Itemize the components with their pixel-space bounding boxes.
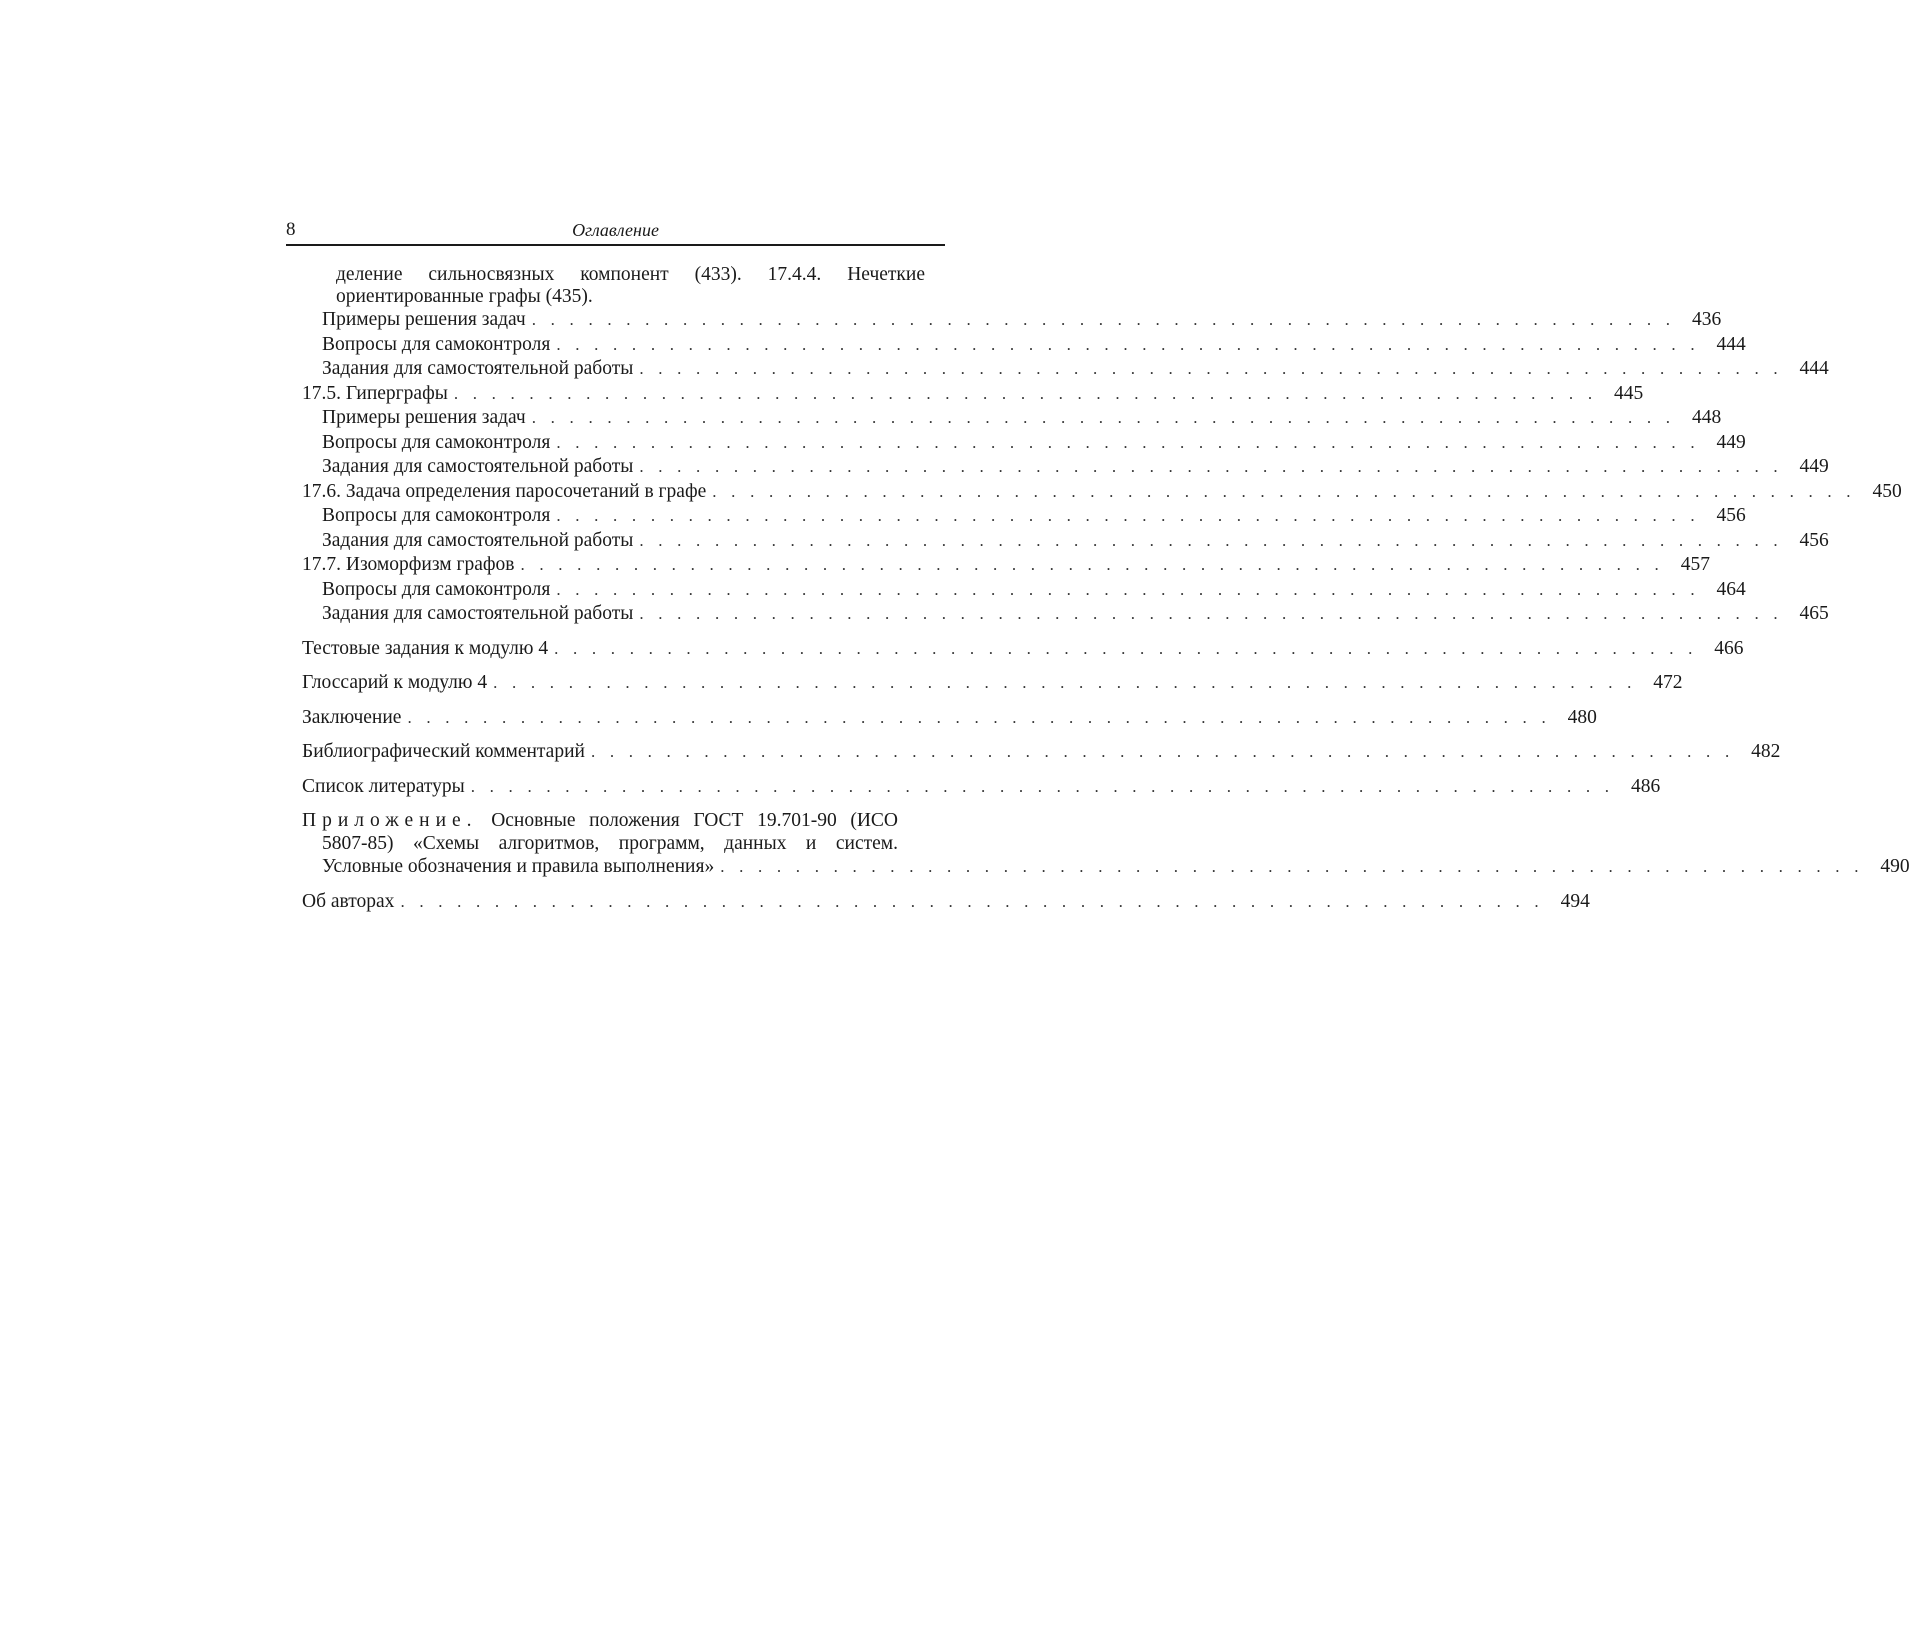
dot-leader: . . . . . . . . . . . . . . . . . . . . . . . . . . . . . . . . . . . . . . . . . . . . . . . . . . . . . . . . . . . . . <box>407 707 1551 727</box>
dot-leader: . . . . . . . . . . . . . . . . . . . . . . . . . . . . . . . . . . . . . . . . . . . . . . . . . . . . . . . . . . . . . <box>590 742 1735 761</box>
dot-leader: . . . . . . . . . . . . . . . . . . . . . . . . . . . . . . . . . . . . . . . . . . . . . . . . . . . . . . . . . . . . . <box>520 555 1664 574</box>
dot-leader: . . . . . . . . . . . . . . . . . . . . . . . . . . . . . . . . . . . . . . . . . . . . . . . . . . . . . . . . . . . . . <box>554 638 1698 658</box>
toc-page: 480 <box>1567 706 1597 728</box>
toc-entry[interactable]: Тестовые задания к модулю 4 . . . . . . . . . . . . . . . . . . . . . . . . . . . . . . . . . . . . . . . . . . . . . . . . . . . . . . . . . . . . . 466 <box>302 637 945 662</box>
toc-continuation-line-1: деление сильносвязных компонент (433). 17.4.4. Нечеткие <box>336 264 925 285</box>
toc-entry-bibliography[interactable]: Список литературы . . . . . . . . . . . . . . . . . . . . . . . . . . . . . . . . . . . . . . . . . . . . . . . . . . . . . . . . . . . . . 486 <box>302 775 945 800</box>
toc-entry-appendix[interactable] <box>302 809 1910 880</box>
dot-leader: . . . . . . . . . . . . . . . . . . . . . . . . . . . . . . . . . . . . . . . . . . . . . . . . . . . . . . . . . . . . . <box>556 432 1700 452</box>
toc-entry[interactable]: Задания для самостоятельной работы . . . . . . . . . . . . . . . . . . . . . . . . . . . . . . . . . . . . . . . . . . . . . . . . . . . . . . . . . . . . . 465 <box>302 602 945 627</box>
dot-leader: . . . . . . . . . . . . . . . . . . . . . . . . . . . . . . . . . . . . . . . . . . . . . . . . . . . . . . . . . . . . . <box>493 673 1637 692</box>
dot-leader: . . . . . . . . . . . . . . . . . . . . . . . . . . . . . . . . . . . . . . . . . . . . . . . . . . . . . . . . . . . . . <box>556 506 1700 525</box>
toc-entry[interactable]: Примеры решения задач . . . . . . . . . . . . . . . . . . . . . . . . . . . . . . . . . . . . . . . . . . . . . . . . . . . . . . . . . . . . . 448 <box>302 406 945 431</box>
dot-leader: . . . . . . . . . . . . . . . . . . . . . . . . . . . . . . . . . . . . . . . . . . . . . . . . . . . . . . . . . . . . . <box>720 857 1864 876</box>
dot-leader: . . . . . . . . . . . . . . . . . . . . . . . . . . . . . . . . . . . . . . . . . . . . . . . . . . . . . . . . . . . . . <box>639 530 1783 550</box>
toc-entry[interactable]: Заключение . . . . . . . . . . . . . . . . . . . . . . . . . . . . . . . . . . . . . . . . . . . . . . . . . . . . . . . . . . . . . 480 <box>302 706 945 731</box>
toc-entry[interactable]: Примеры решения задач . . . . . . . . . . . . . . . . . . . . . . . . . . . . . . . . . . . . . . . . . . . . . . . . . . . . . . . . . . . . . 436 <box>302 308 945 333</box>
running-title: Оглавление <box>572 220 659 240</box>
toc-page: 444 <box>1799 358 1829 379</box>
toc-page: 456 <box>1716 505 1746 526</box>
toc-entry[interactable]: 17.7. Изоморфизм графов . . . . . . . . . . . . . . . . . . . . . . . . . . . . . . . . . . . . . . . . . . . . . . . . . . . . . . . . . . . . . 457 <box>302 553 945 578</box>
toc-page: 494 <box>1560 890 1590 912</box>
toc-page: 448 <box>1691 407 1722 428</box>
toc-entry[interactable]: 17.6. Задача определения паросочетаний в графе . . . . . . . . . . . . . . . . . . . . . . . . . . . . . . . . . . . . . . . . . . . . . . . . . . . . . . . . . . . . . 450 <box>302 480 945 505</box>
toc-page: 466 <box>1714 637 1744 659</box>
toc-continuation-line-2: ориентированные графы (435). <box>336 286 593 307</box>
toc-page: 444 <box>1716 333 1746 355</box>
appendix-line-1: Приложение. Основные положения ГОСТ 19.701-90 (ИСО <box>302 810 898 831</box>
dot-leader: . . . . . . . . . . . . . . . . . . . . . . . . . . . . . . . . . . . . . . . . . . . . . . . . . . . . . . . . . . . . . <box>531 310 1676 329</box>
toc-entry-authors[interactable]: Об авторах . . . . . . . . . . . . . . . . . . . . . . . . . . . . . . . . . . . . . . . . . . . . . . . . . . . . . . . . . . . . . 494 <box>302 890 945 915</box>
toc-page: 436 <box>1691 309 1722 330</box>
appendix-line-3: Условные обозначения и правила выполнения» . . . . . . . . . . . . . . . . . . . . . . . . . . . . . . . . . . . . . . . . . . . . . . . . . . . . . . . . . . . . . 490 <box>302 855 945 880</box>
dot-leader: . . . . . . . . . . . . . . . . . . . . . . . . . . . . . . . . . . . . . . . . . . . . . . . . . . . . . . . . . . . . . <box>639 457 1783 476</box>
dot-leader: . . . . . . . . . . . . . . . . . . . . . . . . . . . . . . . . . . . . . . . . . . . . . . . . . . . . . . . . . . . . . <box>531 408 1676 427</box>
toc-page: 482 <box>1751 741 1781 762</box>
dot-leader: . . . . . . . . . . . . . . . . . . . . . . . . . . . . . . . . . . . . . . . . . . . . . . . . . . . . . . . . . . . . . <box>556 334 1700 354</box>
toc-entry[interactable]: Библиографический комментарий . . . . . . . . . . . . . . . . . . . . . . . . . . . . . . . . . . . . . . . . . . . . . . . . . . . . . . . . . . . . . 482 <box>302 740 945 765</box>
table-of-contents <box>302 264 1910 914</box>
toc-entry[interactable]: Задания для самостоятельной работы . . . . . . . . . . . . . . . . . . . . . . . . . . . . . . . . . . . . . . . . . . . . . . . . . . . . . . . . . . . . . 444 <box>302 357 945 382</box>
toc-page: 472 <box>1653 672 1683 693</box>
toc-page: 456 <box>1799 529 1829 551</box>
appendix-label: Приложение. <box>302 810 478 831</box>
toc-entry[interactable]: Вопросы для самоконтроля . . . . . . . . . . . . . . . . . . . . . . . . . . . . . . . . . . . . . . . . . . . . . . . . . . . . . . . . . . . . . 464 <box>302 578 945 603</box>
running-header <box>286 220 945 246</box>
toc-entry[interactable]: Задания для самостоятельной работы . . . . . . . . . . . . . . . . . . . . . . . . . . . . . . . . . . . . . . . . . . . . . . . . . . . . . . . . . . . . . 456 <box>302 529 945 554</box>
dot-leader: . . . . . . . . . . . . . . . . . . . . . . . . . . . . . . . . . . . . . . . . . . . . . . . . . . . . . . . . . . . . . <box>453 383 1598 403</box>
dot-leader: . . . . . . . . . . . . . . . . . . . . . . . . . . . . . . . . . . . . . . . . . . . . . . . . . . . . . . . . . . . . . <box>639 359 1783 378</box>
toc-page: 449 <box>1799 456 1829 477</box>
page-number: 8 <box>286 219 296 240</box>
toc-entry[interactable]: Задания для самостоятельной работы . . . . . . . . . . . . . . . . . . . . . . . . . . . . . . . . . . . . . . . . . . . . . . . . . . . . . . . . . . . . . 449 <box>302 455 945 480</box>
dot-leader: . . . . . . . . . . . . . . . . . . . . . . . . . . . . . . . . . . . . . . . . . . . . . . . . . . . . . . . . . . . . . <box>556 579 1700 599</box>
toc-page: 457 <box>1680 554 1710 575</box>
toc-page: 450 <box>1872 480 1902 502</box>
toc-entry[interactable]: Глоссарий к модулю 4 . . . . . . . . . . . . . . . . . . . . . . . . . . . . . . . . . . . . . . . . . . . . . . . . . . . . . . . . . . . . . 472 <box>302 671 945 696</box>
toc-entry[interactable]: Вопросы для самоконтроля . . . . . . . . . . . . . . . . . . . . . . . . . . . . . . . . . . . . . . . . . . . . . . . . . . . . . . . . . . . . . 456 <box>302 504 945 529</box>
dot-leader: . . . . . . . . . . . . . . . . . . . . . . . . . . . . . . . . . . . . . . . . . . . . . . . . . . . . . . . . . . . . . <box>639 604 1783 623</box>
toc-entry[interactable]: 17.5. Гиперграфы . . . . . . . . . . . . . . . . . . . . . . . . . . . . . . . . . . . . . . . . . . . . . . . . . . . . . . . . . . . . . 445 <box>302 382 945 407</box>
toc-entry[interactable]: Вопросы для самоконтроля . . . . . . . . . . . . . . . . . . . . . . . . . . . . . . . . . . . . . . . . . . . . . . . . . . . . . . . . . . . . . 444 <box>302 333 945 358</box>
toc-page: 490 <box>1880 856 1910 877</box>
dot-leader: . . . . . . . . . . . . . . . . . . . . . . . . . . . . . . . . . . . . . . . . . . . . . . . . . . . . . . . . . . . . . <box>470 776 1615 796</box>
toc-page: 486 <box>1630 775 1661 797</box>
toc-page: 445 <box>1614 382 1644 404</box>
toc-page: 464 <box>1716 578 1746 600</box>
dot-leader: . . . . . . . . . . . . . . . . . . . . . . . . . . . . . . . . . . . . . . . . . . . . . . . . . . . . . . . . . . . . . <box>400 891 1544 911</box>
appendix-line-2: 5807-85) «Схемы алгоритмов, программ, данных и систем. <box>322 833 898 854</box>
toc-page: 449 <box>1716 431 1746 453</box>
dot-leader: . . . . . . . . . . . . . . . . . . . . . . . . . . . . . . . . . . . . . . . . . . . . . . . . . . . . . . . . . . . . . <box>712 481 1856 501</box>
toc-page: 465 <box>1799 603 1829 624</box>
toc-entry[interactable]: Вопросы для самоконтроля . . . . . . . . . . . . . . . . . . . . . . . . . . . . . . . . . . . . . . . . . . . . . . . . . . . . . . . . . . . . . 449 <box>302 431 945 456</box>
